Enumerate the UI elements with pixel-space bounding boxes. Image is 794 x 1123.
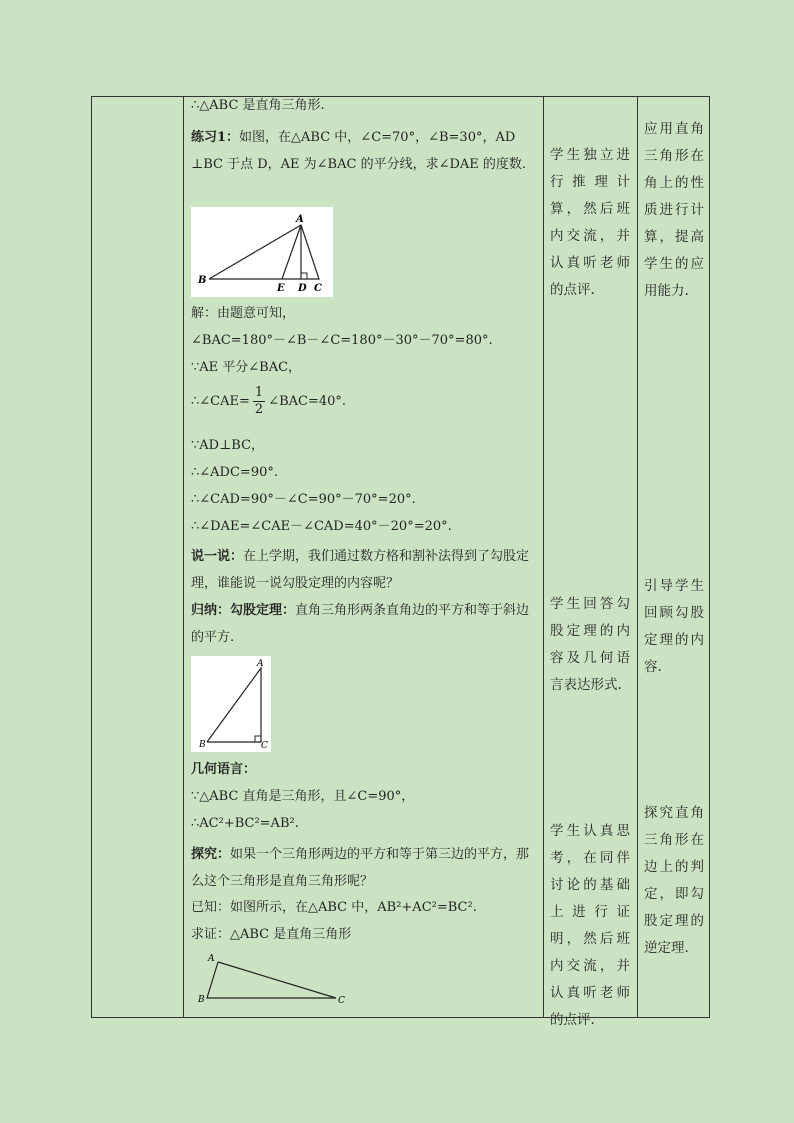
- summary-section: [191, 597, 541, 651]
- design-intent-1: 应用直角三角形在角上的性质进行计算，提高学生的应用能力.: [644, 121, 704, 299]
- column-divider: [543, 97, 544, 1017]
- column-divider: [637, 97, 638, 1017]
- fraction-denominator: 2: [254, 402, 264, 417]
- column-divider: [183, 97, 184, 1017]
- explore-label: 探究：: [191, 847, 231, 862]
- solution-line: ∠BAC=180°－∠B－∠C=180°－30°－70°=80°.: [191, 333, 493, 348]
- exercise-1: [191, 124, 541, 178]
- solution-line: ∴∠ADC=90°.: [191, 465, 278, 480]
- student-activity-3: 学生认真思考，在同伴讨论的基础上进行证明，然后班内交流，并认真听老师的点评.: [550, 823, 630, 1028]
- lesson-table: [91, 96, 710, 1028]
- solution-line: ∴∠CAD=90°－∠C=90°－70°=20°.: [191, 492, 416, 507]
- solution-line: ∴∠DAE=∠CAE－∠CAD=40°－20°=20°.: [191, 519, 452, 534]
- fraction-suffix: ∠BAC=40°.: [268, 394, 347, 409]
- vertex-label-a: A: [208, 954, 215, 964]
- say-label: 说一说：: [191, 549, 244, 564]
- vertex-label-b: B: [199, 740, 206, 750]
- vertex-label-c: C: [314, 283, 322, 294]
- explore-text: 如果一个三角形两边的平方和等于第三边的平方，那么这个三角形是直角三角形呢？: [191, 847, 530, 889]
- exercise-1-text: 如图，在△ABC 中，∠C=70°，∠B=30°，AD ⊥BC 于点 D，AE 为∠BAC 的平分线，求∠DAE 的度数.: [191, 130, 527, 172]
- solution-line-fraction: [191, 385, 541, 418]
- student-activity-2: 学生回答勾股定理的内容及几何语言表达形式.: [550, 596, 630, 693]
- solution-line: ∵AD⊥BC，: [191, 438, 265, 453]
- figure-triangle-abc-1: [191, 207, 333, 297]
- figure-triangle-abc-3: [197, 952, 347, 1008]
- geometry-line: ∵△ABC 直角是三角形，且∠C=90°，: [191, 789, 415, 804]
- figure-right-triangle: [191, 656, 271, 752]
- geometry-language-label: 几何语言：: [191, 762, 257, 777]
- fraction: [253, 385, 265, 418]
- student-activity-1: 学生独立进行推理计算，然后班内交流，并认真听老师的点评.: [550, 147, 630, 298]
- point-label-e: E: [277, 283, 285, 294]
- summary-label: 归纳：勾股定理：: [191, 603, 296, 618]
- say-text: 在上学期，我们通过数方格和割补法得到了勾股定理，谁能说一说勾股定理的内容呢？: [191, 549, 530, 591]
- prove-line: 求证：△ABC 是直角三角形: [191, 927, 352, 942]
- vertex-label-b: B: [198, 995, 205, 1005]
- vertex-label-c: C: [338, 996, 345, 1006]
- design-intent-3: 探究直角三角形在边上的判定，即勾股定理的逆定理.: [644, 805, 704, 956]
- exercise-1-label: 练习1：: [191, 130, 240, 145]
- fraction-numerator: 1: [254, 385, 264, 400]
- fraction-prefix: ∴∠CAE=: [191, 394, 250, 409]
- conclusion-line: ∴△ABC 是直角三角形.: [191, 98, 325, 113]
- explore-section: [191, 841, 541, 895]
- summary-text: 直角三角形两条直角边的平方和等于斜边的平方.: [191, 603, 530, 645]
- vertex-label-a: A: [257, 659, 264, 669]
- vertex-label-b: B: [198, 275, 207, 286]
- say-section: [191, 543, 541, 597]
- solution-line: 解：由题意可知，: [191, 306, 296, 321]
- point-label-d: D: [298, 283, 307, 294]
- solution-line: ∵AE 平分∠BAC，: [191, 360, 302, 375]
- given-line: 已知：如图所示，在△ABC 中，AB²+AC²=BC².: [191, 900, 477, 915]
- geometry-line: ∴AC²+BC²=AB².: [191, 816, 299, 831]
- design-intent-2: 引导学生回顾勾股定理的内容.: [644, 578, 704, 675]
- vertex-label-a: A: [296, 214, 304, 225]
- vertex-label-c: C: [261, 741, 268, 751]
